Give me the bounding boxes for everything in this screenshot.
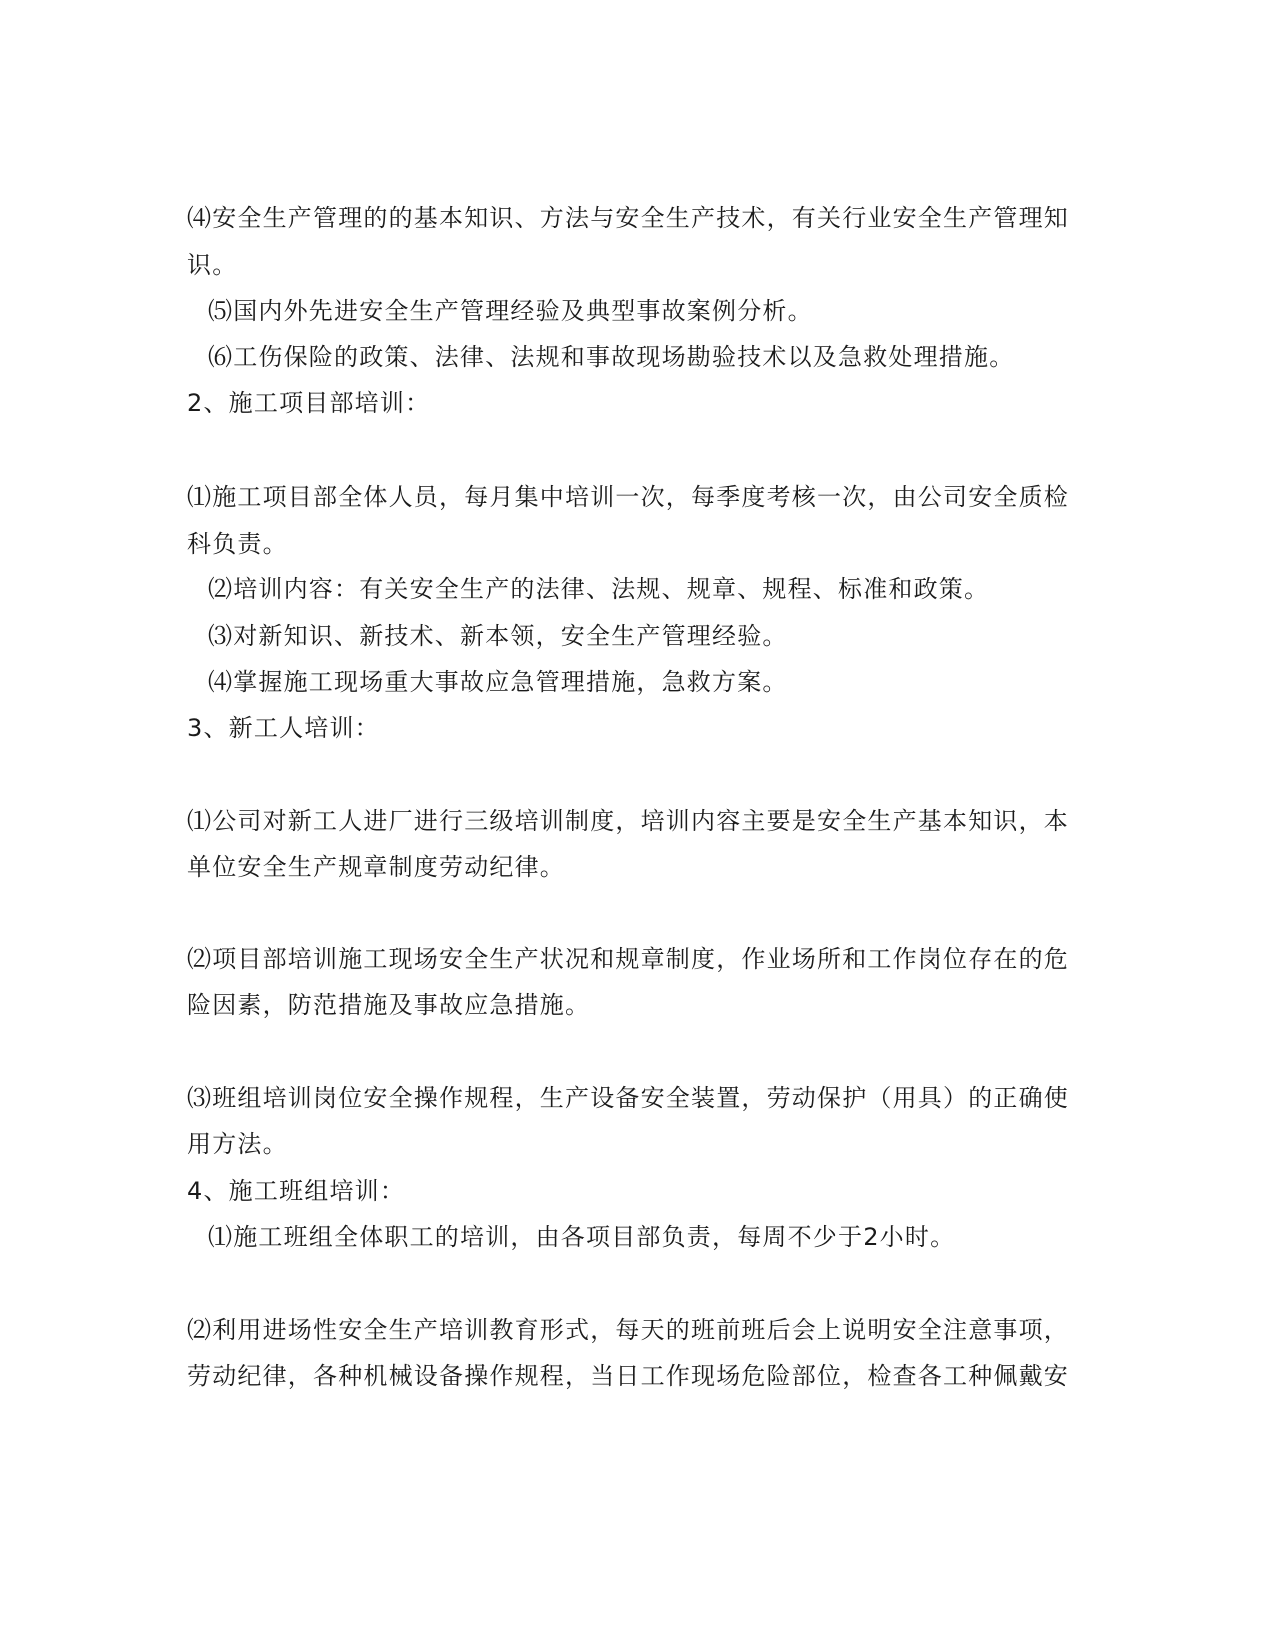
text-line: 劳动纪律，各种机械设备操作规程，当日工作现场危险部位，检查各工种佩戴安 [187, 1362, 1069, 1390]
text-line: ⑵项目部培训施工现场安全生产状况和规章制度，作业场所和工作岗位存在的危 [187, 945, 1069, 973]
section-heading: 4、施工班组培训： [187, 1177, 406, 1205]
text-line: ⑶对新知识、新技术、新本领，安全生产管理经验。 [208, 622, 788, 650]
text-line: ⑴施工项目部全体人员，每月集中培训一次，每季度考核一次，由公司安全质检 [187, 483, 1069, 511]
text-line: ⑹工伤保险的政策、法律、法规和事故现场勘验技术以及急救处理措施。 [208, 343, 1015, 371]
text-line: ⑶班组培训岗位安全操作规程，生产设备安全装置，劳动保护（用具）的正确使 [187, 1084, 1069, 1112]
text-line: 用方法。 [187, 1130, 288, 1158]
text-line: 单位安全生产规章制度劳动纪律。 [187, 853, 565, 881]
text-line: ⑴施工班组全体职工的培训，由各项目部负责，每周不少于2小时。 [208, 1223, 956, 1251]
text-line: ⑵培训内容：有关安全生产的法律、法规、规章、规程、标准和政策。 [208, 575, 990, 603]
text-line: 识。 [187, 251, 238, 279]
text-line: 险因素，防范措施及事故应急措施。 [187, 991, 591, 1019]
text-line: ⑸国内外先进安全生产管理经验及典型事故案例分析。 [208, 297, 813, 325]
text-line: ⑵利用进场性安全生产培训教育形式，每天的班前班后会上说明安全注意事项， [187, 1316, 1069, 1344]
text-line: 科负责。 [187, 530, 288, 558]
text-line: ⑷掌握施工现场重大事故应急管理措施，急救方案。 [208, 668, 788, 696]
text-line: ⑴公司对新工人进厂进行三级培训制度，培训内容主要是安全生产基本知识，本 [187, 807, 1069, 835]
section-heading: 3、新工人培训： [187, 714, 380, 742]
text-line: ⑷安全生产管理的的基本知识、方法与安全生产技术，有关行业安全生产管理知 [187, 204, 1069, 232]
section-heading: 2、施工项目部培训： [187, 389, 431, 417]
